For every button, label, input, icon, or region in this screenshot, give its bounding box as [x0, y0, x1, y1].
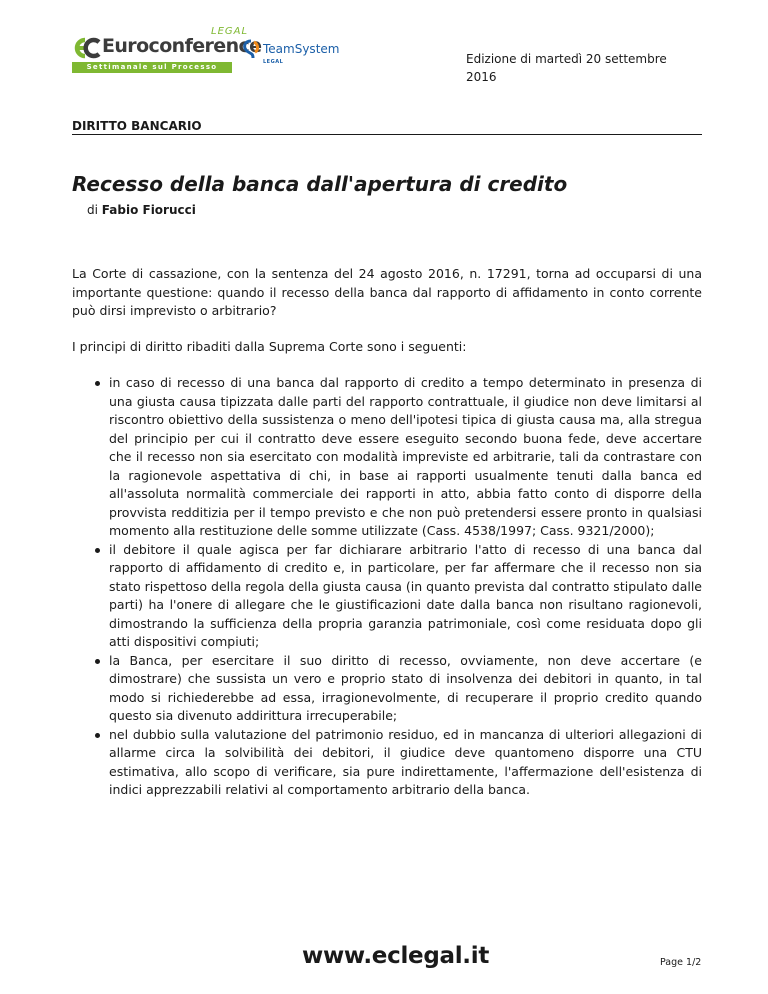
intro-paragraph: La Corte di cassazione, con la sentenza del 24 agosto 2016, n. 17291, torna ad occuparsi di una importante questione: quando il recesso della banca dal rapporto di affidamento in conto corrente può dirsi imprevisto o arbitrario? [72, 266, 702, 318]
principles-list [72, 374, 702, 800]
partner-name: TeamSystem [263, 42, 340, 56]
section-divider [72, 134, 702, 135]
author-name: Fabio Fiorucci [101, 203, 196, 217]
teamsystem-logo-icon [241, 39, 261, 61]
list-item: il debitore il quale agisca per far dichiarare arbitrario l'atto di recesso di una banca dal rapporto di affidamento di credito e, in particolare, per far affermare che il recesso non sia stato rispettoso della regola della giusta causa (in quanto prevista dal contratto stipulato dalle parti) ha l'onere di allegare che le giustificazioni date dalla banca non risultano ragionevoli, dimostrando la sufficienza della propria garanzia patrimoniale, così come residuata dopo gli atti dispositivi compiuti; [109, 541, 702, 652]
footer-website: www.eclegal.it [302, 943, 490, 969]
list-item: nel dubbio sulla valutazione del patrimonio residuo, ed in mancanza di ulteriori allegazioni di allarme circa la solvibilità dei debitori, il giudice deve quantomeno disporre una CTU estimativa, allo scopo di verificare, sia pure indirettamente, l'affermazione dell'esistenza di indici apprezzabili relativi al comportamento arbitrario della banca. [109, 726, 702, 800]
byline-prefix: di [87, 203, 98, 217]
brand-name: Euroconference [102, 35, 262, 57]
edition-date: Edizione di martedì 20 settembre 2016 [466, 52, 667, 84]
brand-subtitle: LEGAL [211, 26, 249, 37]
principles-lead: I principi di diritto ribaditi dalla Suprema Corte sono i seguenti: [72, 339, 467, 354]
ec-logo-icon [72, 36, 102, 60]
section-label: DIRITTO BANCARIO [72, 119, 202, 133]
brand-tagline: Settimanale sul Processo Civile [72, 62, 232, 73]
teamsystem-logo [241, 39, 341, 69]
byline [87, 203, 196, 217]
article-title: Recesso della banca dall'apertura di credito [72, 172, 568, 196]
partner-subtitle: LEGAL [263, 59, 284, 65]
list-item: in caso di recesso di una banca dal rapporto di credito a tempo determinato in presenza di una giusta causa tipizzata dalle parti del rapporto contrattuale, il giudice non deve limitarsi al riscontro obiettivo della sussistenza o meno dell'ipotesi tipica di giusta causa ma, alla stregua del principio per cui il contratto deve essere eseguito secondo buona fede, deve accertare che il recesso non sia esercitato con modalità impreviste ed arbitrarie, tali da contrastare con la ragionevole aspettativa di chi, in base ai rapporti usualmente tenuti dalla banca ed all'assoluta normalità commerciale dei rapporti in atto, abbia fatto conto di disporre della provvista redditizia per il tempo previsto e che non può pretendersi essere pronto in qualsiasi momento alla restituzione delle somme utilizzate (Cass. 4538/1997; Cass. 9321/2000); [109, 374, 702, 541]
page-number: Page 1/2 [660, 957, 702, 968]
list-item: la Banca, per esercitare il suo diritto di recesso, ovviamente, non deve accertare (e dimostrare) che sussista un vero e proprio stato di insolvenza dei debitori in quanto, in tal modo si richiederebbe ad essa, irragionevolmente, di recuperare il proprio credito quando questo sia divenuto addirittura irrecuperabile; [109, 652, 702, 726]
